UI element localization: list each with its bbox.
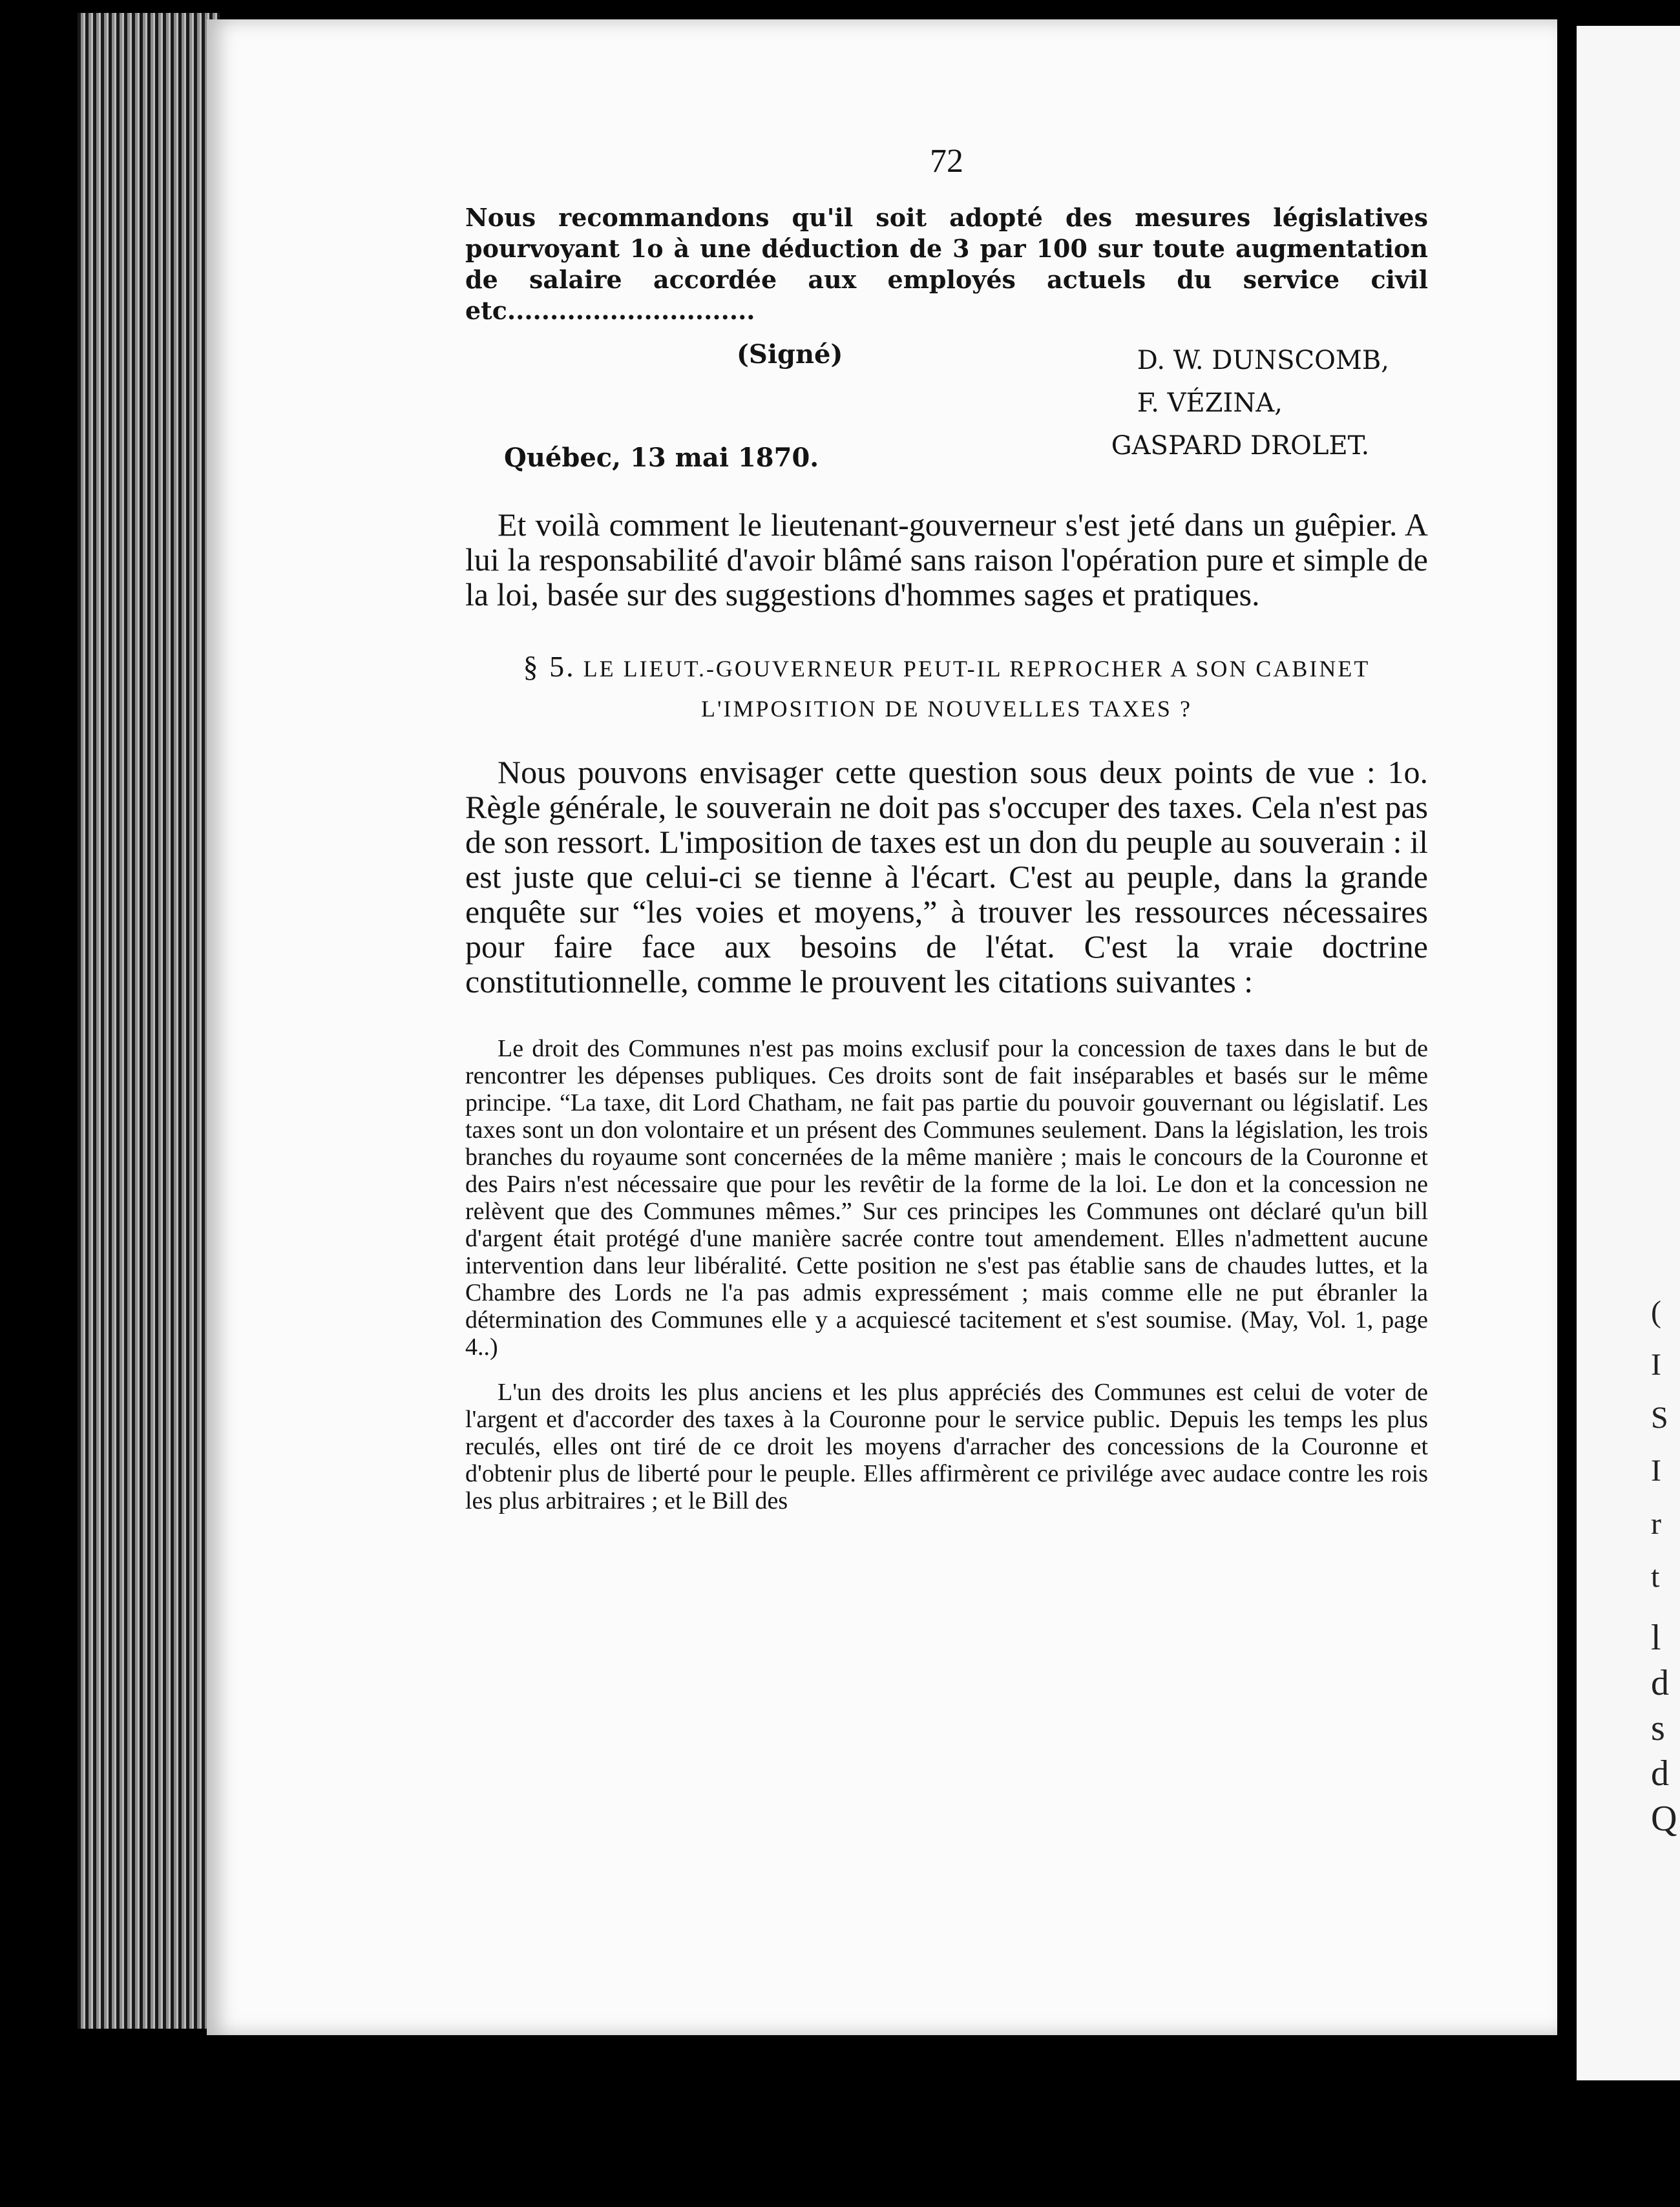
facing-page-fragments-bottom [1651,1615,1677,1841]
signature-date: Québec, 13 mai 1870. [504,443,819,473]
facing-fragment: I [1651,1348,1661,1382]
page-content [465,142,1428,1514]
facing-fragment: t [1651,1560,1660,1594]
facing-fragment: S [1651,1401,1668,1435]
facing-page-fragments-top [1651,1286,1677,1604]
facing-fragment: Q [1651,1799,1677,1839]
recommendation-text: Nous recommandons qu'il soit adopté des mesures législatives pourvoyant 1o à une déduction de 3 par 100 sur toute augmentation de salaire accordée aux employés actuels du service civil etc............................. [465,203,1428,325]
section-number: § 5. [523,650,576,683]
facing-fragment: I [1651,1454,1661,1488]
facing-fragment: ( [1651,1295,1661,1329]
signatory-name: D. W. DUNSCOMB, [1137,346,1389,375]
section-heading [465,647,1428,729]
signatory-name: GASPARD DROLET. [1111,431,1370,461]
facing-fragment: s [1651,1708,1665,1748]
quotation-paragraph: Le droit des Communes n'est pas moins exclusif pour la concession de taxes dans le but de rencontrer les dépenses publiques. Ces droits sont de fait inséparables et basés sur le même principe. “La taxe, dit Lord Chatham, ne fait pas partie du pouvoir gouvernant ou législatif. Les taxes sont un don volontaire et un présent des Communes seulement. Dans la législation, les trois branches du royaume sont concernées de la même manière ; mais le concours de la Couronne et des Pairs n'est nécessaire que pour les revêtir de la forme de la loi. Le don et la concession ne relèvent que des Communes mêmes.” Sur ces principes les Communes ont déclaré qu'un bill d'argent était protégé d'une manière sacrée contre tout amendement. Elles n'admettent aucune intervention dans leur libéralité. Cette position ne s'est pas établie sans de chaudes luttes, et la Chambre des Lords ne l'a pas admis expressément ; mais comme elle ne put ébranler la détermination des Communes elle y a acquiescé tacitement et s'est soumise. (May, Vol. 1, page 4..) [465,1035,1428,1361]
quotation-paragraph: L'un des droits les plus anciens et les plus appréciés des Communes est celui de voter de l'argent et d'accorder des taxes à la Couronne pour le service public. Depuis les temps les plus reculés, elles ont tiré de ce droit les moyens d'arracher des concessions de la Couronne et d'obtenir plus de liberté pour le peuple. Elles affirmèrent ce privilége avec audace contre les rois les plus arbitraires ; et le Bill des [465,1379,1428,1514]
section-title: LE LIEUT.-GOUVERNEUR PEUT-IL REPROCHER A SON CABINET L'IMPOSITION DE NOUVELLES TAXES ? [583,656,1370,722]
page-number: 72 [930,143,963,180]
facing-fragment: d [1651,1663,1669,1703]
facing-fragment: r [1651,1507,1661,1541]
facing-fragment: d [1651,1753,1669,1794]
signature-block [465,339,1428,481]
body-paragraph: Et voilà comment le lieutenant-gouverneur s'est jeté dans un guêpier. A lui la responsabilité d'avoir blâmé sans raison l'opération pure et simple de la loi, basée sur des suggestions d'hommes sages et pratiques. [465,507,1428,612]
body-paragraph: Nous pouvons envisager cette question sous deux points de vue : 1o. Règle générale, le souverain ne doit pas s'occuper des taxes. Cela n'est pas de son ressort. L'imposition de taxes est un don du peuple au souverain : il est juste que celui-ci se tienne à l'écart. C'est au peuple, dans la grande enquête sur “les voies et moyens,” à trouver les ressources nécessaires pour faire face aux besoins de l'état. C'est la vraie doctrine constitutionnelle, comme le prouvent les citations suivantes : [465,754,1428,999]
signed-label: (Signé) [737,339,843,370]
signatory-name: F. VÉZINA, [1137,388,1283,418]
facing-fragment: l [1651,1618,1661,1658]
signatory-list [1111,339,1389,467]
book-page-edges [78,13,220,2029]
